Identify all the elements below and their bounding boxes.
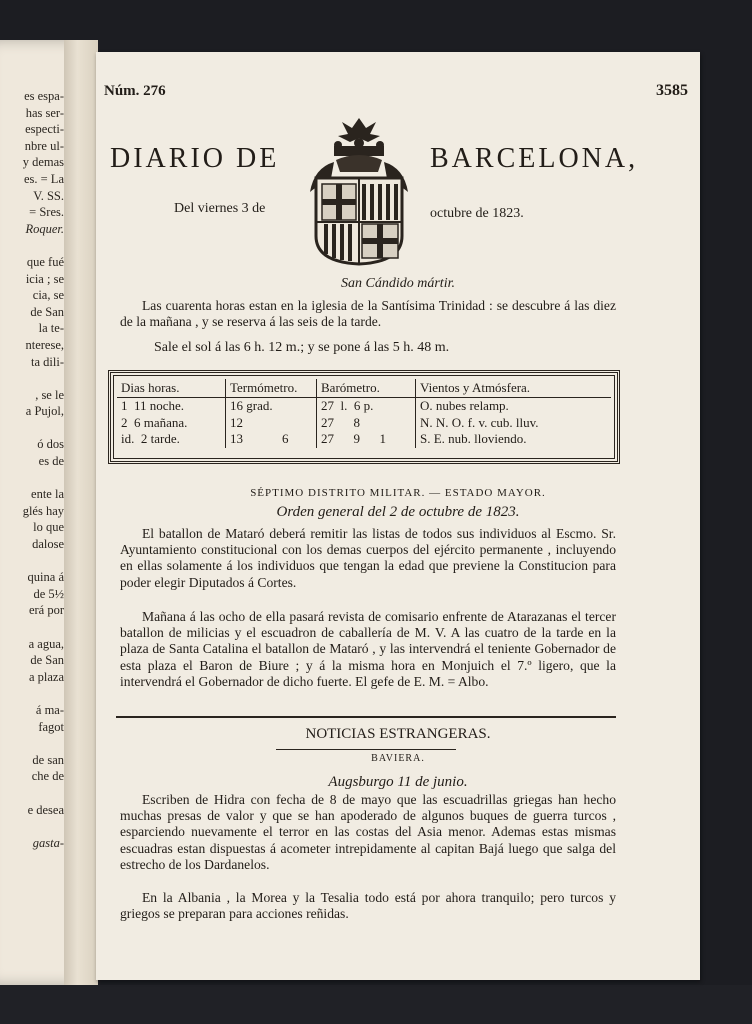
- country-heading: BAVIERA.: [371, 753, 425, 764]
- date-right: octubre de 1823.: [430, 206, 524, 221]
- forty-hours-notice: Las cuarenta horas estan en la iglesia de la Santísima Trinidad : se descubre á las diez de la mañana , y se reserva á las seis de la tarde.: [120, 298, 616, 330]
- previous-page-line: ó dos: [37, 437, 64, 452]
- news-paragraph-2: En la Albania , la Morea y la Tesalia todo está por ahora tranquilo; pero turcos y griegos se preparan para acciones reñidas.: [120, 890, 616, 922]
- weather-time: 11 noche.: [134, 398, 185, 414]
- weather-row: [117, 398, 611, 415]
- book-spine: [64, 40, 98, 985]
- order-paragraph-1: El batallon de Mataró deberá remitir las listas de todos sus individuos al Escmo. Sr. Ayuntamiento constitucional con los demas cuerpos del ejército permanente , incluyendo en ellas solamente á los individuos que tengan la edad que previene la Constitucion para poder elegir Diputados á Cortes.: [120, 526, 616, 590]
- weather-wind: S. E. nub. lloviendo.: [420, 431, 527, 447]
- date-left: Del viernes 3 de: [174, 201, 266, 216]
- previous-page-line: de San: [30, 304, 64, 319]
- previous-page-line: especti-: [25, 122, 64, 137]
- previous-page-line: fagot: [38, 719, 64, 734]
- previous-page-line: nterese,: [25, 337, 64, 352]
- weather-day: 2: [121, 414, 128, 430]
- previous-page-line: icia ; se: [25, 271, 64, 286]
- previous-page-line: nbre ul-: [24, 138, 64, 153]
- previous-page-line: es espa-: [24, 89, 64, 103]
- previous-page-line: es de: [38, 454, 64, 469]
- news-dateline: Augsburgo 11 de junio.: [328, 774, 468, 790]
- previous-page-line: a Pujol,: [25, 404, 64, 419]
- previous-page-line: gasta-: [32, 835, 64, 850]
- order-title: Orden general del 2 de octubre de 1823.: [276, 504, 520, 520]
- previous-page-line: e desea: [27, 802, 64, 817]
- section-title: NOTICIAS ESTRANGERAS.: [305, 726, 491, 742]
- previous-page-line: has ser-: [25, 105, 64, 120]
- previous-page-line: a plaza: [28, 669, 64, 684]
- weather-table: [108, 370, 620, 464]
- weather-header-winds: Vientos y Atmósfera.: [416, 379, 612, 398]
- previous-page-line: [0, 818, 64, 835]
- previous-page-line: que fué: [26, 254, 64, 269]
- weather-row: [117, 431, 611, 448]
- previous-page-line: [0, 735, 64, 752]
- weather-thermometer: 13 6: [226, 431, 317, 448]
- weather-wind: N. N. O. f. v. cub. lluv.: [420, 414, 539, 430]
- issue-number: Núm. 276: [104, 83, 166, 99]
- weather-header-days: Dias horas.: [117, 379, 226, 398]
- previous-page-line: [0, 370, 64, 387]
- previous-page-line: quina á: [27, 570, 64, 585]
- news-paragraph-1: Escriben de Hidra con fecha de 8 de mayo que las escuadrillas griegas han hecho muchas presas de valor y que se han apoderado de algunos buques de guerra turcos , esparciendo nuevamente el terror en las costas del Asia menor. Ademas estas mismas escuadras estan dispuestas á acometer intrepidamente al capitan Bajá luego que salga del estrecho de los Dardanelos.: [120, 792, 616, 872]
- section-underline: [276, 749, 456, 750]
- previous-page-line: cia, se: [32, 288, 64, 303]
- previous-page-line: = Sres.: [29, 205, 64, 220]
- order-paragraph-2: Mañana á las ocho de ella pasará revista de comisario enfrente de Atarazanas el tercer batallon de milicias y el escuadron de caballería de M. V. A las cuatro de la tarde en la plaza de Santa Catalina el batallon de Mataró , y las intervendrá el teniente Gobernador de esta plaza el Baron de Biure ; y á la misma hora en Monjuich el 7.º ligero, que la intervendrá el Gobernador de dicho fuerte. El gefe de E. M. = Albo.: [120, 609, 616, 689]
- previous-page-line: che de: [31, 769, 64, 784]
- page-number: 3585: [656, 82, 688, 99]
- previous-page-line: V. SS.: [33, 188, 64, 203]
- weather-header-barometer: Barómetro.: [317, 379, 416, 398]
- weather-header-thermometer: Termómetro.: [226, 379, 317, 398]
- previous-page-line: la te-: [38, 321, 64, 336]
- weather-row: [117, 415, 611, 432]
- previous-page-line: [0, 619, 64, 636]
- previous-page-line: dalose: [32, 537, 64, 552]
- masthead-title-right: BARCELONA,: [430, 143, 639, 174]
- background-strip: [0, 985, 752, 1024]
- sunrise-sunset: Sale el sol á las 6 h. 12 m.; y se pone á las 5 h. 48 m.: [154, 340, 450, 355]
- previous-page-text: [0, 88, 64, 851]
- masthead-title-left: DIARIO DE: [110, 143, 280, 174]
- weather-thermometer: 16 grad.: [226, 398, 317, 415]
- previous-page-line: a agua,: [28, 636, 64, 651]
- previous-page-line: [0, 237, 64, 254]
- previous-page-line: de San: [30, 653, 64, 668]
- previous-page-line: á ma-: [35, 702, 64, 717]
- previous-page-line: glés hay: [22, 503, 64, 518]
- weather-barometer: 27 l. 6 p.: [317, 398, 416, 415]
- barcelona-coat-of-arms-icon: [304, 112, 414, 267]
- weather-barometer: 27 8: [317, 415, 416, 432]
- previous-page-line: y demas: [22, 155, 64, 170]
- weather-thermometer: 12: [226, 415, 317, 432]
- previous-page-line: de 5½: [33, 586, 64, 601]
- previous-page-line: Roquer.: [25, 221, 64, 236]
- previous-page-line: [0, 553, 64, 570]
- weather-barometer: 27 9 1: [317, 431, 416, 448]
- previous-page-line: de san: [32, 752, 64, 767]
- previous-page-line: lo que: [33, 520, 64, 535]
- military-district-heading: SÉPTIMO DISTRITO MILITAR. — ESTADO MAYOR.: [250, 487, 546, 499]
- previous-page-line: , se le: [35, 387, 64, 402]
- previous-page-line: [0, 685, 64, 702]
- previous-page-line: es. = La: [23, 171, 64, 186]
- previous-page-line: ente la: [31, 487, 64, 502]
- weather-time: 2 tarde.: [140, 431, 180, 447]
- section-divider: [116, 716, 616, 718]
- previous-page-line: [0, 470, 64, 487]
- weather-time: 6 mañana.: [134, 414, 188, 430]
- weather-day: id.: [121, 431, 135, 447]
- saint-of-day: San Cándido mártir.: [341, 276, 455, 291]
- previous-page-line: [0, 420, 64, 437]
- previous-page-line: erá por: [28, 603, 64, 618]
- weather-day: 1: [121, 398, 128, 414]
- newspaper-page: [96, 52, 700, 980]
- previous-page-line: ta dili-: [31, 354, 64, 369]
- weather-wind: O. nubes relamp.: [420, 398, 509, 414]
- previous-page-line: [0, 785, 64, 802]
